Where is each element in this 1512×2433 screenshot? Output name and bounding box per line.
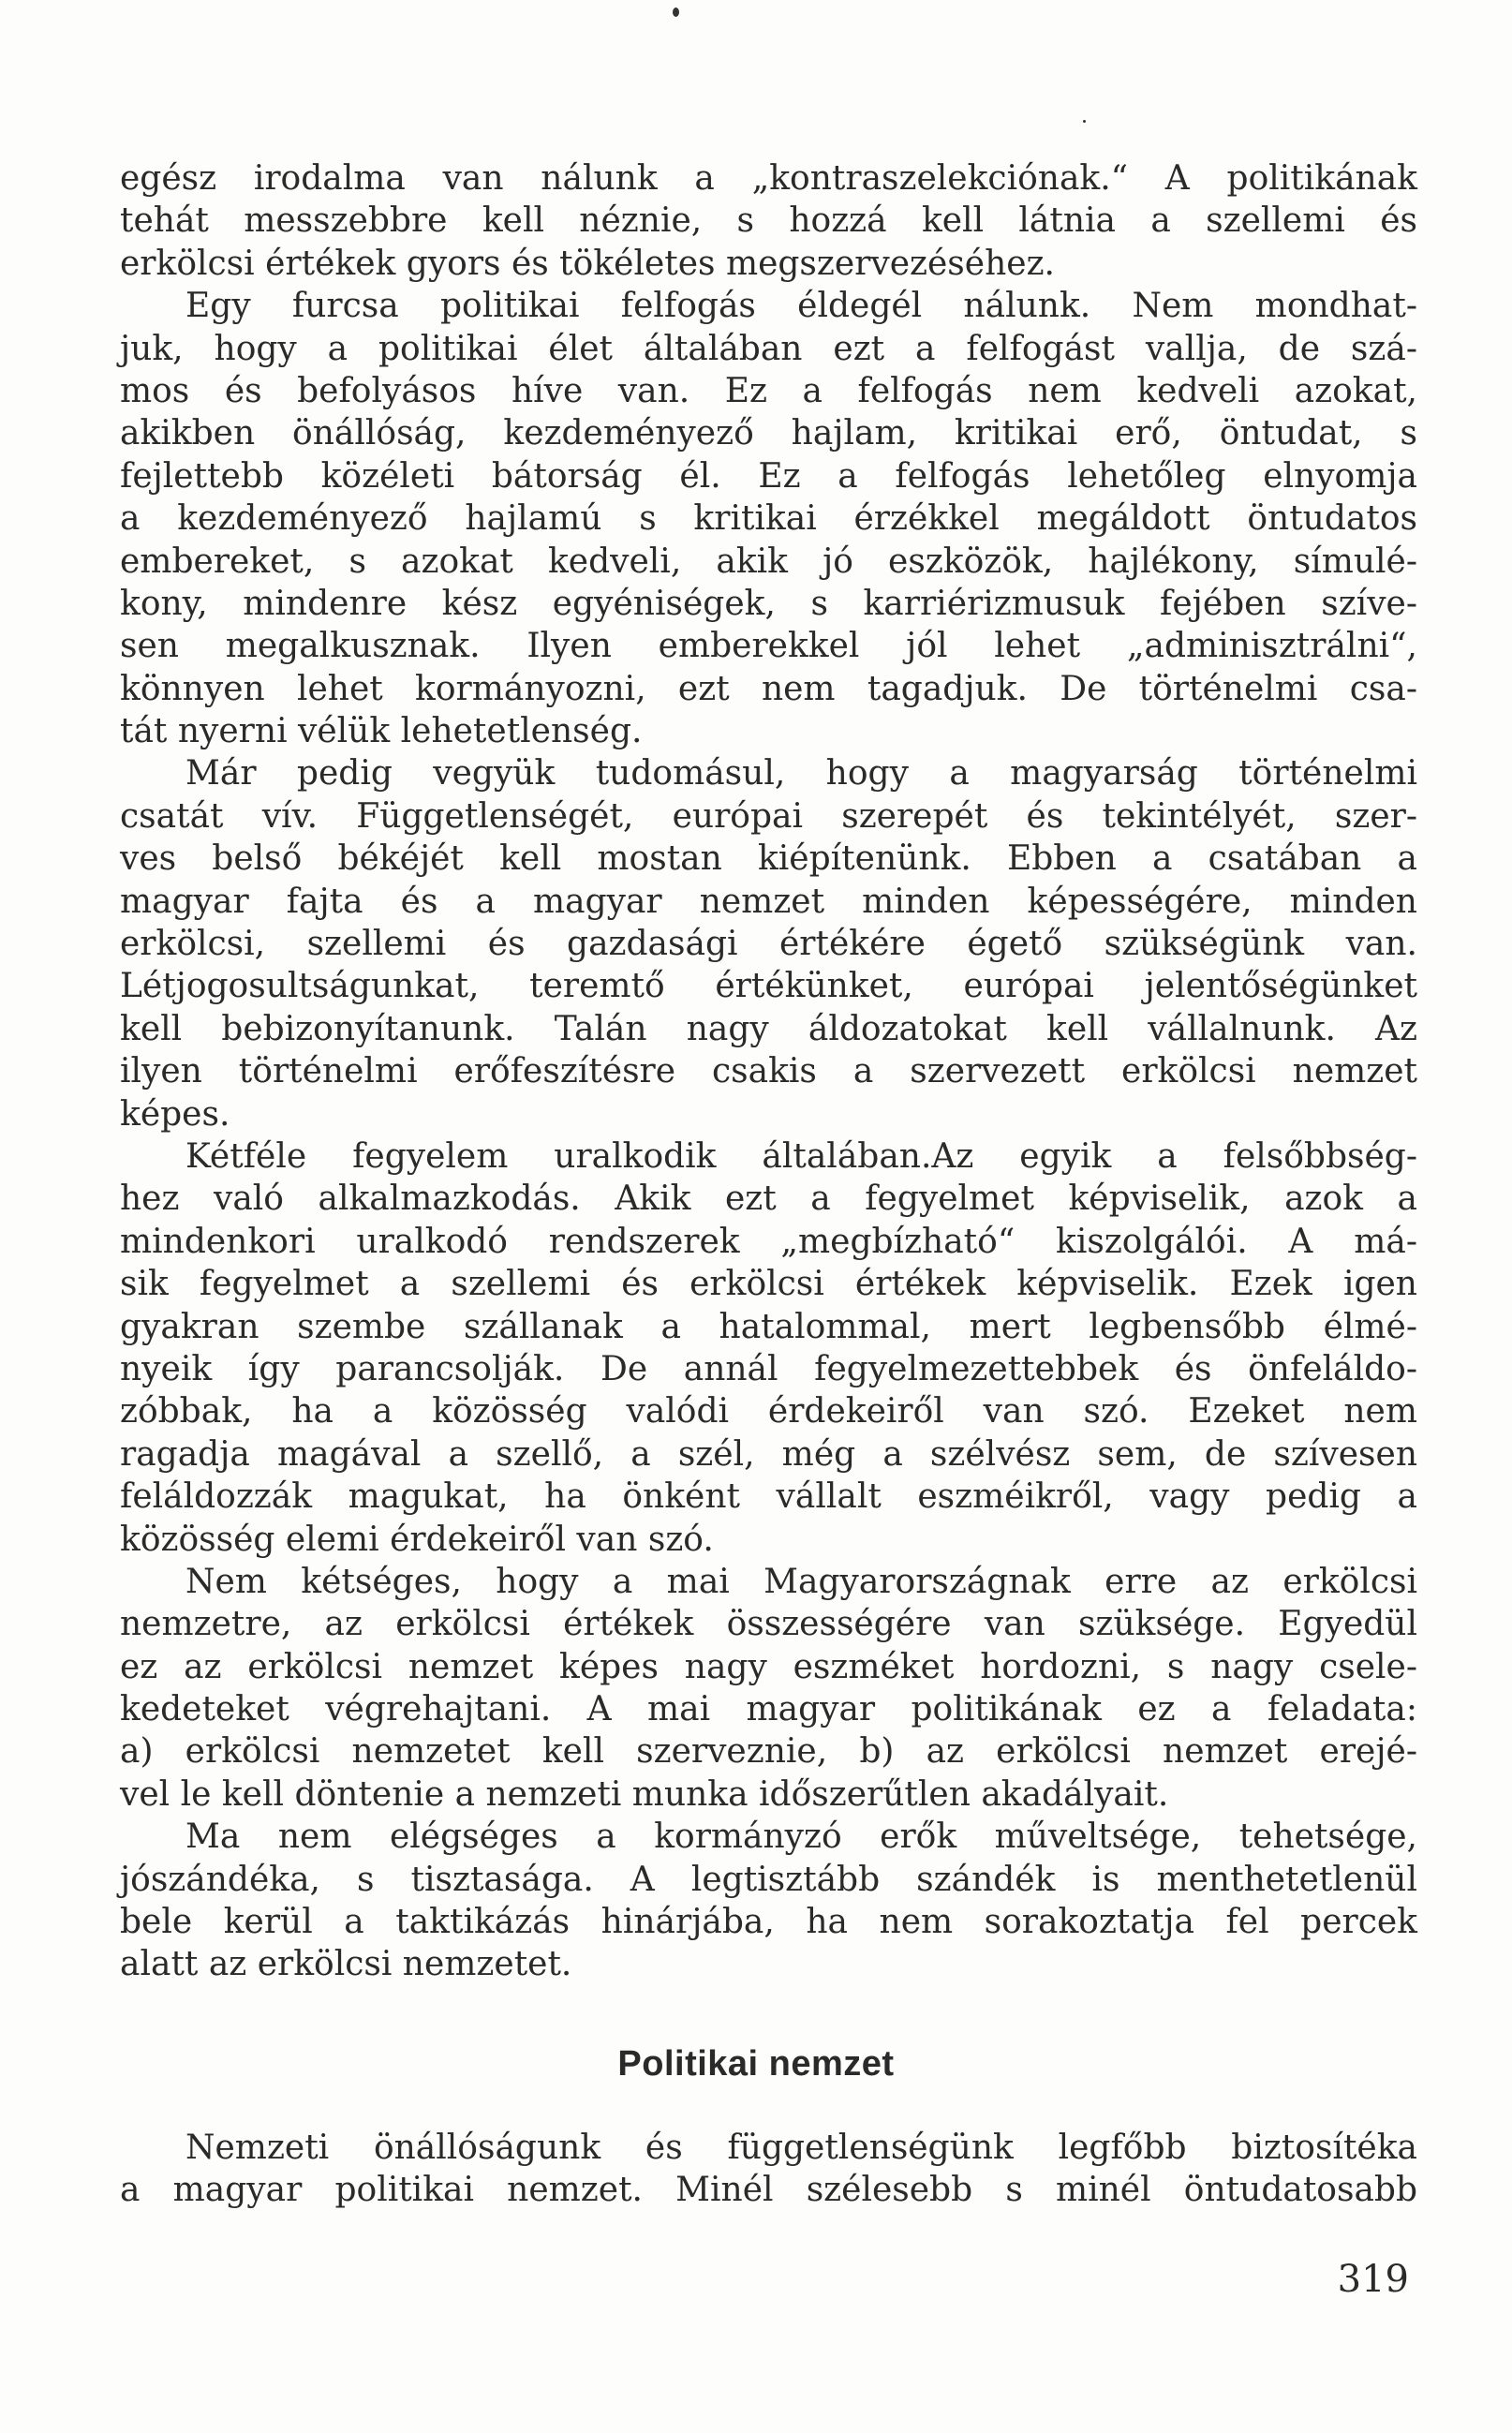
text-line: juk, hogy a politikai élet általában ezt a felfogást vallja, de szá- [120, 329, 1417, 368]
text-line: hez való alkalmazkodás. Akik ezt a fegyelmet képviselik, azok a [120, 1179, 1417, 1219]
text-line: mos és befolyásos híve van. Ez a felfogás nem kedveli azokat, [120, 371, 1417, 410]
page-number: 319 [1337, 2258, 1409, 2301]
text-line: ez az erkölcsi nemzet képes nagy eszméket hordozni, s nagy csele- [120, 1647, 1417, 1686]
text-line: Egy furcsa politikai felfogás éldegél nálunk. Nem mondhat- [185, 287, 1417, 326]
text-line: tát nyerni vélük lehetetlenség. [120, 712, 643, 751]
text-line: nyeik így parancsolják. De annál fegyelmezettebbek és önfeláldo- [120, 1349, 1417, 1388]
text-line: embereket, s azokat kedveli, akik jó eszközök, hajlékony, símulé- [120, 541, 1417, 581]
text-line: Nemzeti önállóságunk és függetlenségünk legfőbb biztosítéka [185, 2129, 1417, 2167]
text-line: könnyen lehet kormányozni, ezt nem tagadjuk. De történelmi csa- [120, 669, 1417, 708]
text-line: Ma nem elégséges a kormányzó erők műveltsége, tehetsége, [185, 1817, 1417, 1857]
text-line: Létjogosultságunkat, teremtő értékünket, európai jelentőségünket [120, 967, 1417, 1006]
section-body-text [120, 2127, 1417, 2212]
text-line: vel le kell döntenie a nemzeti munka időszerűtlen akadályait. [120, 1774, 1169, 1814]
text-line: zóbbak, ha a közösség valódi érdekeiről van szó. Ezeket nem [120, 1392, 1417, 1432]
ink-speck [673, 7, 679, 17]
text-line: feláldozzák magukat, ha önként vállalt eszméikről, vagy pedig a [120, 1477, 1417, 1517]
text-line: Nem kétséges, hogy a mai Magyarországnak erre az erkölcsi [185, 1562, 1417, 1601]
text-line: tehát messzebbre kell néznie, s hozzá kell látnia a szellemi és [120, 201, 1417, 241]
text-line: bele kerül a taktikázás hinárjába, ha nem sorakoztatja fel percek [120, 1903, 1417, 1942]
text-line: egész irodalma van nálunk a „kontraszelekciónak.“ A politikának [120, 159, 1417, 198]
ink-speck [1083, 120, 1086, 123]
text-line: sen megalkusznak. Ilyen emberekkel jól lehet „adminisztrálni“, [120, 627, 1417, 666]
text-line: ragadja magával a szellő, a szél, még a szélvész sem, de szívesen [120, 1434, 1417, 1474]
text-line: a kezdeményező hajlamú s kritikai érzékkel megáldott öntudatos [120, 499, 1417, 539]
text-line: Már pedig vegyük tudomásul, hogy a magyarság történelmi [185, 754, 1417, 794]
text-line: a) erkölcsi nemzetet kell szerveznie, b) az erkölcsi nemzet erejé- [120, 1732, 1417, 1772]
text-line: csatát vív. Függetlenségét, európai szerepét és tekintélyét, szer- [120, 796, 1417, 836]
text-line: közösség elemi érdekeiről van szó. [120, 1520, 714, 1559]
body-text [120, 157, 1417, 1986]
text-line: jószándéka, s tisztasága. A legtisztább szándék is menthetetlenül [120, 1860, 1417, 1899]
text-line: erkölcsi, szellemi és gazdasági értékére égető szükségünk van. [120, 925, 1417, 964]
text-line: erkölcsi értékek gyors és tökéletes megszervezéséhez. [120, 244, 1055, 283]
text-line: sik fegyelmet a szellemi és erkölcsi értékek képviselik. Ezek igen [120, 1265, 1417, 1304]
text-line: akikben önállóság, kezdeményező hajlam, kritikai erő, öntudat, s [120, 414, 1417, 453]
text-line: kedeteket végrehajtani. A mai magyar politikának ez a feladata: [120, 1690, 1417, 1729]
text-line: ilyen történelmi erőfeszítésre csakis a szervezett erkölcsi nemzet [120, 1052, 1417, 1091]
text-line: Kétféle fegyelem uralkodik általában.Az egyik a felsőbbség- [185, 1136, 1417, 1176]
text-line: mindenkori uralkodó rendszerek „megbízható“ kiszolgálói. A má- [120, 1222, 1417, 1261]
text-line: képes. [120, 1094, 230, 1134]
text-line: alatt az erkölcsi nemzetet. [120, 1945, 572, 1984]
text-line: kony, mindenre kész egyéniségek, s karriérizmusuk fejében szíve- [120, 584, 1417, 623]
text-line: fejlettebb közéleti bátorság él. Ez a felfogás lehetőleg elnyomja [120, 456, 1417, 496]
text-line: nemzetre, az erkölcsi értékek összességére van szüksége. Egyedül [120, 1605, 1417, 1644]
text-line: kell bebizonyítanunk. Talán nagy áldozatokat kell vállalnunk. Az [120, 1009, 1417, 1048]
text-line: gyakran szembe szállanak a hatalommal, mert legbensőbb élmé- [120, 1307, 1417, 1346]
text-line: ves belső békéjét kell mostan kiépítenünk. Ebben a csatában a [120, 839, 1417, 879]
text-line: magyar fajta és a magyar nemzet minden képességére, minden [120, 882, 1417, 921]
text-line: a magyar politikai nemzet. Minél szélesebb s minél öntudatosabb [120, 2171, 1417, 2210]
section-title: Politikai nemzet [617, 2044, 895, 2084]
